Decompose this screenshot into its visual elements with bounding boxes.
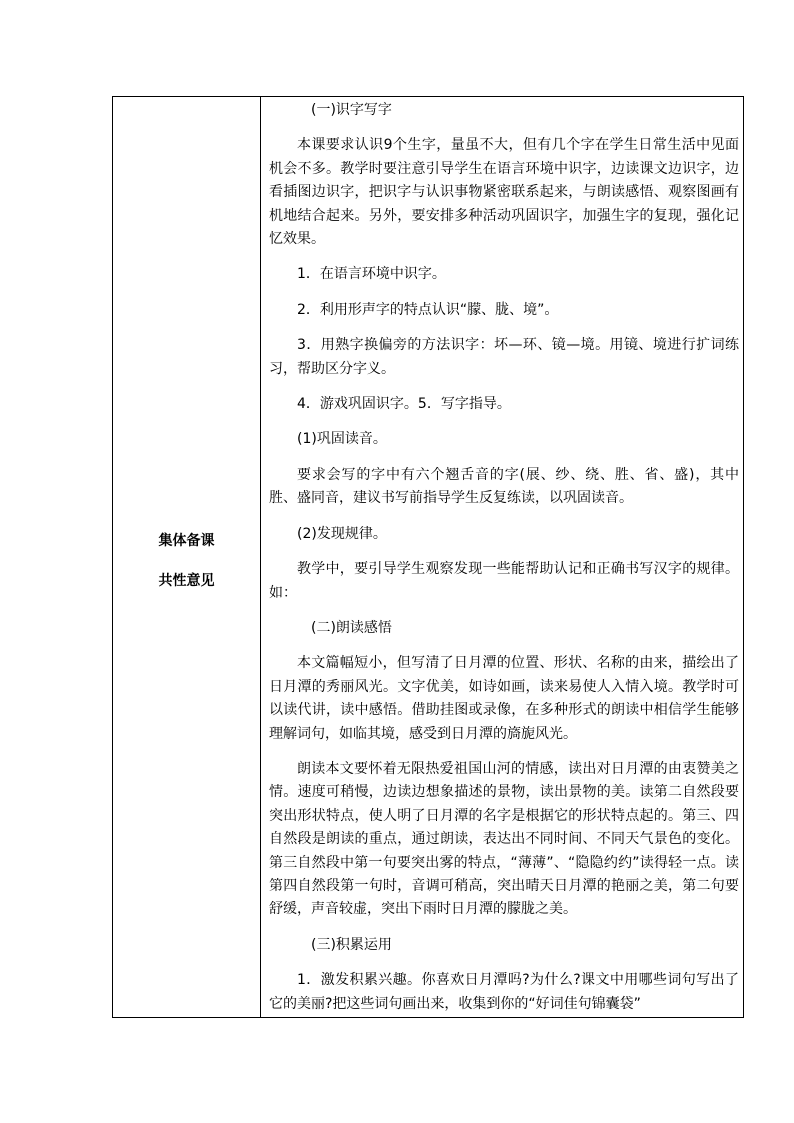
content-paragraph: 1．激发积累兴趣。你喜欢日月潭吗?为什么?课文中用哪些词句写出了它的美丽?把这些词句画出来，收集到你的“好词佳句锦囊袋”: [269, 972, 739, 1012]
content-paragraph: 1．在语言环境中识字。: [297, 266, 446, 283]
content-paragraph: 3．用熟字换偏旁的方法识字：坏—环、镜—境。用镜、境进行扩词练习，帮助区分字义。: [269, 337, 739, 377]
section-heading: (一)识字写字: [311, 102, 392, 118]
content-paragraph: 要求会写的字中有六个翘舌音的字(展、纱、绕、胜、省、盛)，其中胜、盛同音，建议书写前指导学生反复练读，以巩固读音。: [269, 466, 739, 507]
content-paragraph: (1)巩固读音。: [297, 431, 387, 448]
content-paragraph: (2)发现规律。: [297, 525, 387, 542]
lesson-plan-table: [112, 96, 744, 1018]
section-heading: (二)朗读感悟: [311, 619, 392, 636]
content-cell: [261, 97, 743, 1017]
row-label-line-1: 集体备课: [158, 533, 215, 549]
content-paragraph: 朗读本文要怀着无限热爱祖国山河的情感，读出对日月潭的由衷赞美之情。速度可稍慢，边读边想象描述的景物，读出景物的美。读第二自然段要突出形状特点，使人明了日月潭的名字是根据它的形状特点起的。第三、四自然段是朗读的重点，通过朗读，表达出不同时间、不同天气景色的变化。第三自然段中第一句要突出雾的特点，“薄薄”、“隐隐约约”读得轻一点。读第四自然段第一句时，音调可稍高，突出晴天日月潭的艳丽之美，第二句要舒缓，声音较虚，突出下雨时日月潭的朦胧之美。: [269, 760, 739, 918]
section-heading: (三)积累运用: [311, 936, 392, 953]
row-label-line-2: 共性意见: [158, 573, 215, 589]
row-label-cell: [113, 97, 261, 1017]
content-paragraph: 本课要求认识9个生字，量虽不大，但有几个字在学生日常生活中见面机会不多。教学时要注意引导学生在语言环境中识字，边读课文边识字，边看插图边识字，把识字与认识事物紧密联系起来，与朗读感悟、观察图画有机地结合起来。另外，要安排多种活动巩固识字，加强生字的复现，强化记忆效果。: [269, 137, 739, 248]
content-paragraph: 本文篇幅短小，但写清了日月潭的位置、形状、名称的由来，描绘出了日月潭的秀丽风光。文字优美，如诗如画，读来易使人入情入境。教学时可以读代讲，读中感悟。借助挂图或录像，在多种形式的朗读中相信学生能够理解词句，如临其境，感受到日月潭的旖旎风光。: [269, 655, 739, 742]
content-paragraph: 4．游戏巩固识字。5．写字指导。: [297, 396, 511, 413]
content-paragraph: 教学中，要引导学生观察发现一些能帮助认记和正确书写汉字的规律。如：: [269, 561, 739, 601]
content-paragraph: 2．利用形声字的特点认识“朦、胧、境”。: [297, 301, 559, 318]
